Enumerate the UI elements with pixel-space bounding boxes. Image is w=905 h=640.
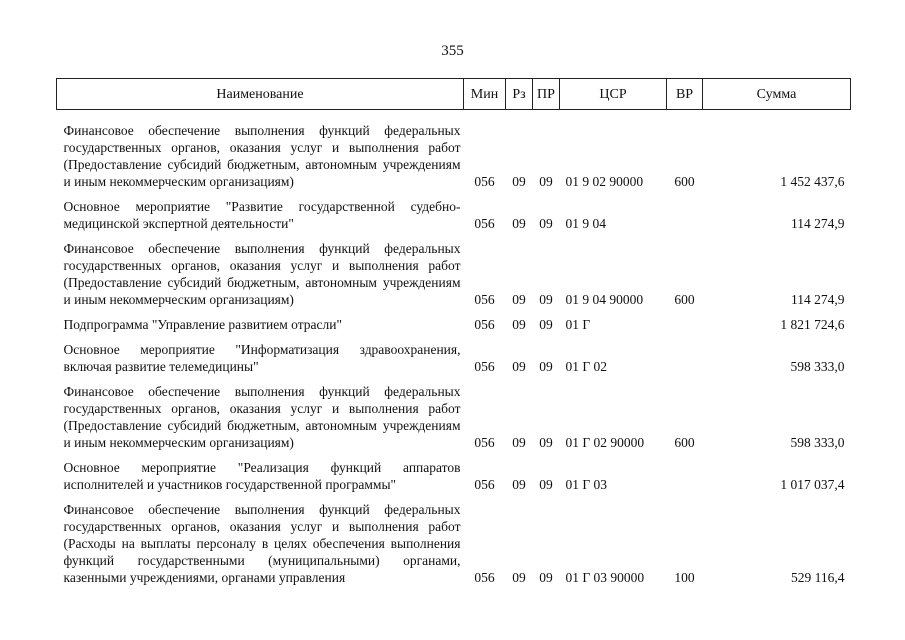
header-name: Наименование [57, 79, 464, 110]
row-rz: 09 [512, 174, 526, 189]
table-row [57, 497, 851, 590]
table-row [57, 379, 851, 455]
header-pr: ПР [533, 79, 560, 110]
row-min: 056 [474, 216, 495, 231]
row-rz: 09 [512, 292, 526, 307]
row-pr: 09 [539, 570, 553, 585]
budget-table [56, 78, 851, 590]
row-rz: 09 [512, 435, 526, 450]
table-row [57, 312, 851, 337]
row-pr: 09 [539, 216, 553, 231]
row-vr [667, 194, 703, 236]
row-csr: 01 Г 03 90000 [565, 570, 645, 585]
row-rz: 09 [512, 477, 526, 492]
row-sum: 1 821 724,6 [780, 317, 845, 332]
page-number: 355 [441, 43, 464, 59]
row-rz: 09 [512, 216, 526, 231]
row-vr [667, 337, 703, 379]
row-csr: 01 9 04 [565, 216, 606, 231]
row-pr: 09 [539, 477, 553, 492]
row-vr: 600 [674, 435, 695, 450]
row-name: Подпрограмма "Управление развитием отрасли" [63, 317, 342, 332]
table-row [57, 455, 851, 497]
row-min: 056 [474, 174, 495, 189]
row-vr [667, 455, 703, 497]
header-sum: Сумма [703, 79, 851, 110]
row-csr: 01 9 04 90000 [565, 292, 644, 307]
header-vr: ВР [667, 79, 703, 110]
table-header-row [57, 79, 851, 110]
row-name: Финансовое обеспечение выполнения функций федеральных государственных органов, оказания услуг и выполнения работ (Расходы на выплаты персоналу в целях обеспечения выполнения функций государственными (муниципальными) органами, казенными учреждениями, органами управления [63, 502, 461, 585]
row-pr: 09 [539, 317, 553, 332]
row-rz: 09 [512, 359, 526, 374]
row-sum: 529 116,4 [791, 570, 845, 585]
header-min: Мин [464, 79, 506, 110]
row-pr: 09 [539, 292, 553, 307]
row-sum: 114 274,9 [791, 216, 845, 231]
row-rz: 09 [512, 317, 526, 332]
row-min: 056 [474, 317, 495, 332]
row-name: Основное мероприятие "Реализация функций аппаратов исполнителей и участников государственной программы" [63, 460, 461, 492]
row-name: Основное мероприятие "Развитие государственной судебно-медицинской экспертной деятельности" [63, 199, 461, 231]
row-sum: 114 274,9 [791, 292, 845, 307]
row-pr: 09 [539, 174, 553, 189]
table-row [57, 194, 851, 236]
row-vr [667, 312, 703, 337]
row-vr: 100 [674, 570, 695, 585]
row-sum: 1 017 037,4 [780, 477, 845, 492]
row-vr: 600 [674, 292, 695, 307]
row-csr: 01 Г 02 90000 [565, 435, 645, 450]
row-csr: 01 9 02 90000 [565, 174, 644, 189]
row-csr: 01 Г 02 [565, 359, 608, 374]
row-min: 056 [474, 359, 495, 374]
table-row [57, 236, 851, 312]
row-pr: 09 [539, 435, 553, 450]
row-min: 056 [474, 292, 495, 307]
header-rz: Рз [506, 79, 533, 110]
table-row [57, 118, 851, 194]
row-pr: 09 [539, 359, 553, 374]
table-row [57, 337, 851, 379]
row-sum: 1 452 437,6 [780, 174, 845, 189]
row-name: Финансовое обеспечение выполнения функций федеральных государственных органов, оказания услуг и выполнения работ (Предоставление субсидий бюджетным, автономным учреждениям и иным некоммерческим организациям) [63, 123, 461, 189]
row-rz: 09 [512, 570, 526, 585]
row-min: 056 [474, 570, 495, 585]
row-min: 056 [474, 477, 495, 492]
row-sum: 598 333,0 [790, 359, 845, 374]
row-name: Финансовое обеспечение выполнения функций федеральных государственных органов, оказания услуг и выполнения работ (Предоставление субсидий бюджетным, автономным учреждениям и иным некоммерческим организациям) [63, 241, 461, 307]
row-csr: 01 Г 03 [565, 477, 608, 492]
row-vr: 600 [674, 174, 695, 189]
row-csr: 01 Г [565, 317, 591, 332]
header-csr: ЦСР [560, 79, 667, 110]
row-min: 056 [474, 435, 495, 450]
row-name: Основное мероприятие "Информатизация здравоохранения, включая развитие телемедицины" [63, 342, 461, 374]
row-sum: 598 333,0 [790, 435, 845, 450]
row-name: Финансовое обеспечение выполнения функций федеральных государственных органов, оказания услуг и выполнения работ (Предоставление субсидий бюджетным, автономным учреждениям и иным некоммерческим организациям) [63, 384, 461, 450]
